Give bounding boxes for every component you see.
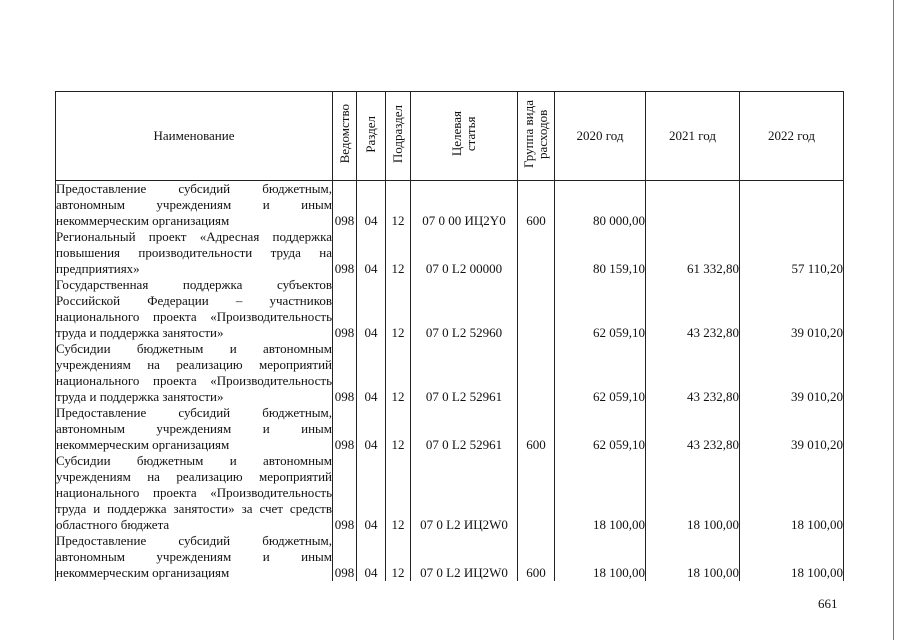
row-gruppa: [518, 341, 555, 405]
row-2021: 43 232,80: [646, 341, 740, 405]
row-podrazdel: 12: [386, 453, 411, 533]
header-name: Наименование: [56, 92, 333, 181]
row-razdel: 04: [357, 533, 386, 581]
row-2021: 18 100,00: [646, 453, 740, 533]
row-2021: 61 332,80: [646, 229, 740, 277]
row-2022: 39 010,20: [740, 277, 844, 341]
row-name: Предоставление субсидий бюджетным, автономным учреждениям и иным некоммерческим организациям: [56, 533, 332, 580]
row-2020: 62 059,10: [555, 341, 646, 405]
header-gruppa-vida-rashodov: Группа вида расходов: [518, 92, 555, 181]
header-2021: 2021 год: [646, 92, 740, 181]
row-2020: 18 100,00: [555, 453, 646, 533]
row-2020: 80 000,00: [555, 181, 646, 230]
row-podrazdel: 12: [386, 181, 411, 230]
row-2022: 39 010,20: [740, 341, 844, 405]
table-row: [56, 181, 844, 230]
row-podrazdel: 12: [386, 277, 411, 341]
budget-table: [55, 91, 844, 581]
table-row: [56, 277, 844, 341]
row-2020: 80 159,10: [555, 229, 646, 277]
table-row: [56, 341, 844, 405]
row-2022: 18 100,00: [740, 453, 844, 533]
row-name: Государственная поддержка субъектов Российской Федерации – участников национального проекта «Производительность труда и поддержка занятости»: [56, 277, 332, 340]
row-razdel: 04: [357, 341, 386, 405]
page-edge-line: [893, 0, 894, 640]
row-celevaya-statya: 07 0 00 ИЦ2Y0: [411, 181, 518, 230]
row-name: Предоставление субсидий бюджетным, автономным учреждениям и иным некоммерческим организациям: [56, 181, 332, 228]
page-number: 661: [818, 596, 838, 611]
header-2022: 2022 год: [740, 92, 844, 181]
row-podrazdel: 12: [386, 533, 411, 581]
row-podrazdel: 12: [386, 229, 411, 277]
row-vedomstvo: 098: [333, 341, 357, 405]
row-2022: 57 110,20: [740, 229, 844, 277]
row-2021: 43 232,80: [646, 277, 740, 341]
row-name: Субсидии бюджетным и автономным учреждениям на реализацию мероприятий национального проекта «Производительность труда и поддержка занятости»: [56, 341, 332, 404]
row-2021: 18 100,00: [646, 533, 740, 581]
row-celevaya-statya: 07 0 L2 ИЦ2W0: [411, 453, 518, 533]
row-2022: 18 100,00: [740, 533, 844, 581]
table-row: [56, 405, 844, 453]
row-gruppa: 600: [518, 405, 555, 453]
row-vedomstvo: 098: [333, 533, 357, 581]
row-vedomstvo: 098: [333, 405, 357, 453]
table-row: [56, 229, 844, 277]
row-gruppa: [518, 277, 555, 341]
row-2021: 43 232,80: [646, 405, 740, 453]
row-name: Субсидии бюджетным и автономным учреждениям на реализацию мероприятий национального проекта «Производительность труда и поддержка занятости» за счет средств областного бюджета: [56, 453, 332, 532]
row-vedomstvo: 098: [333, 453, 357, 533]
row-razdel: 04: [357, 453, 386, 533]
row-podrazdel: 12: [386, 405, 411, 453]
row-name: Предоставление субсидий бюджетным, автономным учреждениям и иным некоммерческим организациям: [56, 405, 332, 452]
row-celevaya-statya: 07 0 L2 00000: [411, 229, 518, 277]
row-2020: 18 100,00: [555, 533, 646, 581]
table-row: [56, 453, 844, 533]
header-podrazdel: Подраздел: [386, 92, 411, 181]
row-2022: 39 010,20: [740, 405, 844, 453]
header-2020: 2020 год: [555, 92, 646, 181]
row-razdel: 04: [357, 229, 386, 277]
row-2020: 62 059,10: [555, 277, 646, 341]
header-vedomstvo: Ведомство: [333, 92, 357, 181]
header-celevaya-statya: Целевая статья: [411, 92, 518, 181]
row-2020: 62 059,10: [555, 405, 646, 453]
row-celevaya-statya: 07 0 L2 52961: [411, 405, 518, 453]
row-gruppa: 600: [518, 181, 555, 230]
row-podrazdel: 12: [386, 341, 411, 405]
row-celevaya-statya: 07 0 L2 52960: [411, 277, 518, 341]
row-name: Региональный проект «Адресная поддержка повышения производительности труда на предприятиях»: [56, 229, 332, 276]
row-celevaya-statya: 07 0 L2 ИЦ2W0: [411, 533, 518, 581]
table-header-row: [56, 92, 844, 181]
row-2021: [646, 181, 740, 230]
row-gruppa: 600: [518, 533, 555, 581]
row-razdel: 04: [357, 405, 386, 453]
header-razdel: Раздел: [357, 92, 386, 181]
table-row: [56, 533, 844, 581]
row-gruppa: [518, 453, 555, 533]
row-razdel: 04: [357, 181, 386, 230]
row-gruppa: [518, 229, 555, 277]
row-vedomstvo: 098: [333, 229, 357, 277]
row-vedomstvo: 098: [333, 181, 357, 230]
row-celevaya-statya: 07 0 L2 52961: [411, 341, 518, 405]
row-razdel: 04: [357, 277, 386, 341]
row-2022: [740, 181, 844, 230]
row-vedomstvo: 098: [333, 277, 357, 341]
